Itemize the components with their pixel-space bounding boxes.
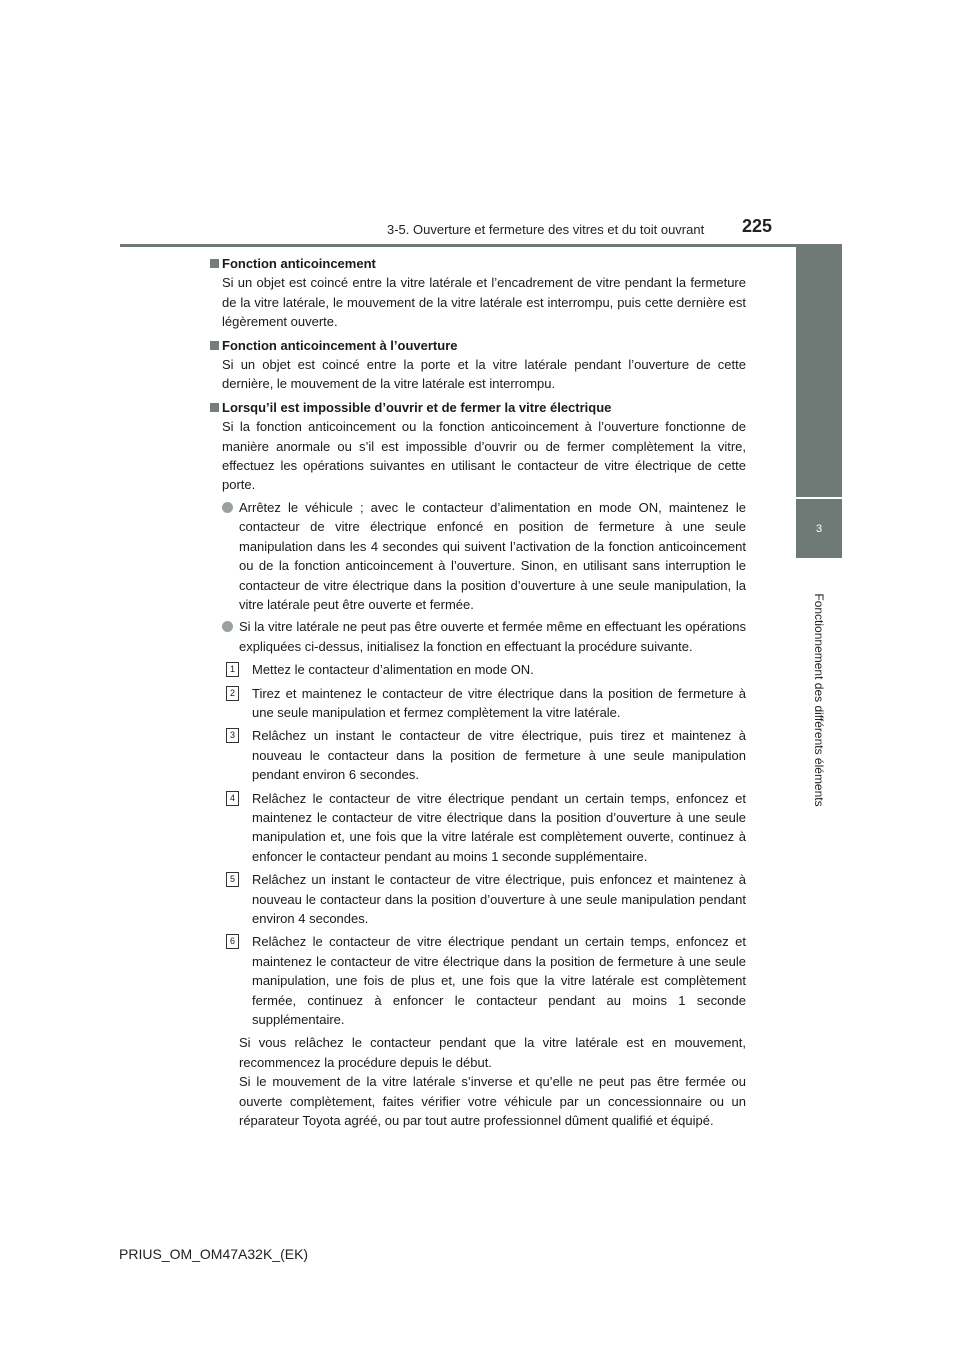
section-text: Si la fonction anticoincement ou la fonction anticoincement à l’ouverture fonctionne de manière anormale ou s’il est impossible d’ouvrir ou de fermer complètement la vitre, effectuez les opérations suivantes en utilisant le contacteur de vitre électrique de cette porte.: [222, 419, 746, 493]
step-text: Relâchez un instant le contacteur de vitre électrique, puis enfoncez et maintenez à nouveau le contacteur dans la position d’ouverture à une seule manipulation pendant environ 4 secondes.: [252, 872, 746, 926]
closing-note-line: Si vous relâchez le contacteur pendant que la vitre latérale est en mouvement, recommencez la procédure depuis le début.: [239, 1035, 746, 1070]
square-bullet-icon: [210, 259, 219, 268]
step-number-box: 3: [226, 728, 239, 743]
section-text: Si un objet est coincé entre la porte et la vitre latérale pendant l’ouverture de cette dernière, le mouvement de la vitre latérale est interrompu.: [222, 357, 746, 392]
section-heading: Fonction anticoincement à l’ouverture: [222, 337, 458, 353]
step-item: [222, 789, 746, 867]
section-anticoincement-ouverture: [222, 336, 746, 394]
step-number-box: 4: [226, 791, 239, 806]
page-number: 225: [742, 216, 773, 236]
section-text: Si un objet est coincé entre la vitre latérale et l’encadrement de vitre pendant la fermeture de la vitre latérale, le mouvement de la vitre latérale est interrompu, puis cette dernière est légèrement ouverte.: [222, 275, 746, 330]
chapter-title-vertical: Fonctionnement des différents éléments: [812, 593, 826, 807]
step-item: [222, 660, 746, 679]
circle-bullet-icon: [222, 621, 233, 632]
document-code: PRIUS_OM_OM47A32K_(EK): [119, 1246, 309, 1262]
bullet-text: Arrêtez le véhicule ; avec le contacteur d’alimentation en mode ON, maintenez le contacteur de vitre électrique enfoncé en position de fermeture à une seule manipulation dans les 4 secondes qui suivent l’activation de la fonction anticoincement ou de la fonction anticoincement à l’ouverture. Sinon, en utilisant sans interruption le contacteur de vitre électrique dans la position d’ouverture à une seule manipulation, la vitre latérale peut être ouverte et fermée.: [239, 499, 746, 612]
section-impossible: [222, 398, 746, 1131]
chapter-tab-number: 3: [815, 522, 823, 535]
step-text: Relâchez un instant le contacteur de vitre électrique, puis tirez et maintenez à nouveau le contacteur dans la position de fermeture à une seule manipulation pendant environ 6 secondes.: [252, 728, 746, 783]
step-text: Mettez le contacteur d’alimentation en mode ON.: [252, 662, 534, 678]
step-number-box: 2: [226, 686, 239, 701]
list-item: [222, 617, 746, 656]
step-number-box: 6: [226, 934, 239, 949]
circle-bullet-icon: [222, 502, 233, 513]
section-heading: Fonction anticoincement: [222, 256, 376, 271]
closing-note: [222, 1033, 746, 1130]
header-rule: [120, 244, 842, 247]
header-section-title: 3-5. Ouverture et fermeture des vitres et du toit ouvrant: [387, 222, 705, 237]
step-text: Tirez et maintenez le contacteur de vitre électrique dans la position de fermeture à une seule manipulation et fermez complètement la vitre latérale.: [252, 685, 746, 720]
step-text: Relâchez le contacteur de vitre électrique pendant un certain temps, enfoncez et maintenez le contacteur de vitre électrique dans la position d’ouverture à une seule manipulation et, une fois que la vitre latérale est complètement ouverte, continuez à enfoncer le contacteur pendant au moins 1 seconde supplémentaire.: [252, 790, 746, 864]
step-item: [222, 932, 746, 1029]
section-anticoincement: [222, 254, 746, 332]
step-item: [222, 684, 746, 723]
step-item: [222, 726, 746, 784]
page-content: [222, 254, 746, 1134]
step-number-box: 5: [226, 872, 239, 887]
square-bullet-icon: [210, 341, 219, 350]
list-item: [222, 498, 746, 614]
closing-note-line: Si le mouvement de la vitre latérale s’inverse et qu’elle ne peut pas être fermée ou ouverte complètement, faites vérifier votre véhicule par un concessionnaire ou un réparateur Toyota agréé, ou par tout autre professionnel dûment qualifié et équipé.: [239, 1074, 746, 1129]
square-bullet-icon: [210, 403, 219, 412]
section-heading: Lorsqu’il est impossible d’ouvrir et de fermer la vitre électrique: [222, 399, 612, 415]
step-text: Relâchez le contacteur de vitre électrique pendant un certain temps, enfoncez et maintenez le contacteur de vitre électrique dans la position de fermeture à une seule manipulation, une fois de plus et, une fois que la vitre latérale est complètement fermée, continuez à enfoncer le contacteur pendant au moins 1 seconde supplémentaire.: [252, 934, 746, 1028]
step-item: [222, 870, 746, 928]
procedure-steps: [222, 660, 746, 1029]
chapter-tab: [796, 499, 842, 558]
bullet-text: Si la vitre latérale ne peut pas être ouverte et fermée même en effectuant les opérations expliquées ci-dessus, initialisez la fonction en effectuant la procédure suivante.: [239, 619, 746, 654]
side-bar: [796, 247, 842, 497]
step-number-box: 1: [226, 662, 239, 677]
